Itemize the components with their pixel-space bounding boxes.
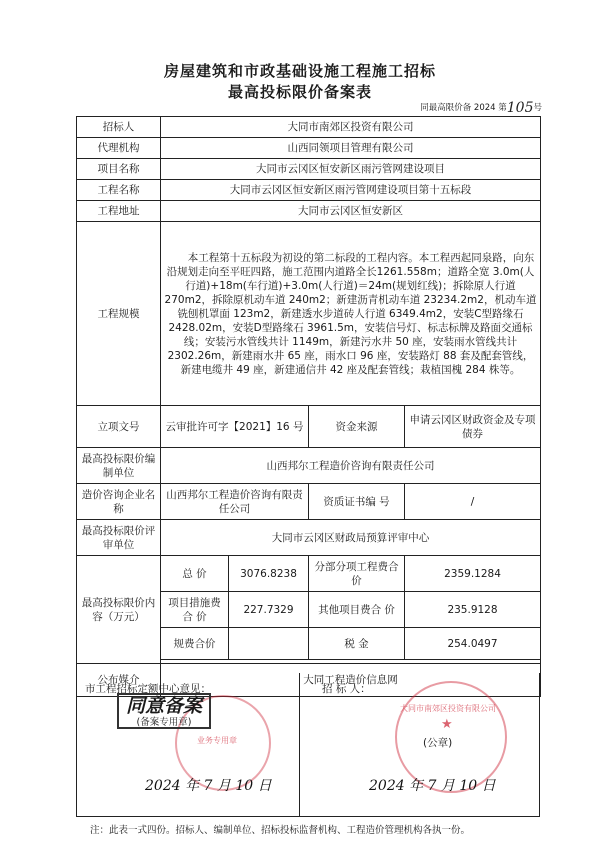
label-fund-source: 资金来源 [309,406,405,448]
row-consult [77,484,541,520]
label-subitem-cost: 分部分项工程费合价 [309,556,405,592]
label-price: 最高投标限价内容（万元） [77,556,161,664]
row-price-total [77,556,541,592]
label-media: 公布媒介 [77,664,161,697]
value-fund-source: 申请云冈区财政资金及专项债券 [405,406,541,448]
value-address: 大同市云冈区恒安新区 [161,201,541,222]
value-consult: 山西邦尔工程造价咨询有限责任公司 [161,484,309,520]
center-opinion-label: 市工程招标定额中心意见： [85,683,211,695]
filing-form-table [76,116,541,697]
label-compiler: 最高投标限价编制单位 [77,448,161,484]
label-project-name: 项目名称 [77,159,161,180]
label-tenderer: 招标人 [77,117,161,138]
right-signature-date: 2024 年 7 月 10 日 [369,778,496,794]
row-engineering-name [77,180,541,201]
row-reviewer [77,520,541,556]
value-project-name: 大同市云冈区恒安新区雨污管网建设项目 [161,159,541,180]
value-subitem-cost: 2359.1284 [405,556,541,592]
value-media: 大同工程造价信息网 [161,664,541,697]
label-engineering-name: 工程名称 [77,180,161,201]
footer-note: 注：此表一式四份。招标人、编制单位、招标投标监督机构、工程造价管理机构各执一份。 [90,825,471,836]
value-total-price: 3076.8238 [229,556,309,592]
seal-caption: (公章) [423,737,453,749]
left-seal-text: 业务专用章 [197,736,237,745]
label-measure-cost: 项目措施费合 价 [161,592,229,628]
filing-reference-prefix: 同最高限价备 2024 第 [420,103,507,113]
row-address [77,201,541,222]
value-fee [229,628,309,660]
value-scope: 本工程第十五标段为初设的第二标段的工程内容。本工程西起同泉路，向东沿规划走向至平旺四路，施工范围内道路全长1261.558m；道路全宽 3.0m(人行道)+18m(车行道)+3.0m(人行道)＝24m(规划红线)；拆除原人行道 270m2，拆除原机动车道 240m2；新建沥青机动车道 23234.2m2，机动车道铣刨机罩面 123m2，新建透水步道砖人行道 6349.4m2，安装C型路缘石 2428.02m，安装D型路缘石 3961.5m，安装信号灯、标志标牌及路面交通标线；安装污水管线共计 1149m，新建污水井 50 座，安装雨水管线共计 2302.26m，新建雨水井 65 座，雨水口 96 座，安装路灯 88 套及配套管线，新建电缆井 49 座，新建通信井 42 座及配套管线；栽植国槐 284 株等。 [161,222,541,406]
seal-star-icon: ★ [441,717,453,732]
value-tax: 254.0497 [405,628,541,660]
value-other-cost: 235.9128 [405,592,541,628]
label-cert-number: 资质证书编 号 [309,484,405,520]
left-signature-date: 2024 年 7 月 10 日 [145,778,272,794]
document-title-line1: 房屋建筑和市政基础设施工程施工招标 [163,62,436,80]
value-compiler: 山西邦尔工程造价咨询有限责任公司 [161,448,541,484]
label-total-price: 总 价 [161,556,229,592]
label-other-cost: 其他项目费合 价 [309,592,405,628]
value-reviewer: 大同市云冈区财政局预算评审中心 [161,520,541,556]
value-measure-cost: 227.7329 [229,592,309,628]
row-project-name [77,159,541,180]
right-seal-text: 大同市南郊区投资有限公司 [400,704,496,713]
label-address: 工程地址 [77,201,161,222]
signature-divider [299,673,300,816]
tenderer-sign-label: 招 标 人： [322,683,371,695]
row-scope [77,222,541,406]
value-approval: 云审批许可字【2021】16 号 [161,406,309,448]
label-reviewer: 最高投标限价评审单位 [77,520,161,556]
approval-stamp-caption: (备案专用章) [136,717,192,728]
row-agency [77,138,541,159]
approval-stamp [117,693,211,729]
filing-reference-number: 105 [506,100,534,116]
value-engineering-name: 大同市云冈区恒安新区雨污管网建设项目第十五标段 [161,180,541,201]
document-title-line2: 最高投标限价备案表 [227,83,372,101]
signature-area [76,673,540,817]
value-tenderer: 大同市南郊区投资有限公司 [161,117,541,138]
value-cert-number: / [405,484,541,520]
label-scope: 工程规模 [77,222,161,406]
row-compiler [77,448,541,484]
filing-reference-suffix: 号 [533,103,542,113]
label-tax: 税 金 [309,628,405,660]
label-fee: 规费合价 [161,628,229,660]
row-approval [77,406,541,448]
approval-handwriting: 同意备案 [125,695,202,717]
label-agency: 代理机构 [77,138,161,159]
value-agency: 山西同领项目管理有限公司 [161,138,541,159]
label-approval: 立项文号 [77,406,161,448]
label-consult: 造价咨询企业名称 [77,484,161,520]
row-tenderer [77,117,541,138]
filing-reference [420,100,542,116]
